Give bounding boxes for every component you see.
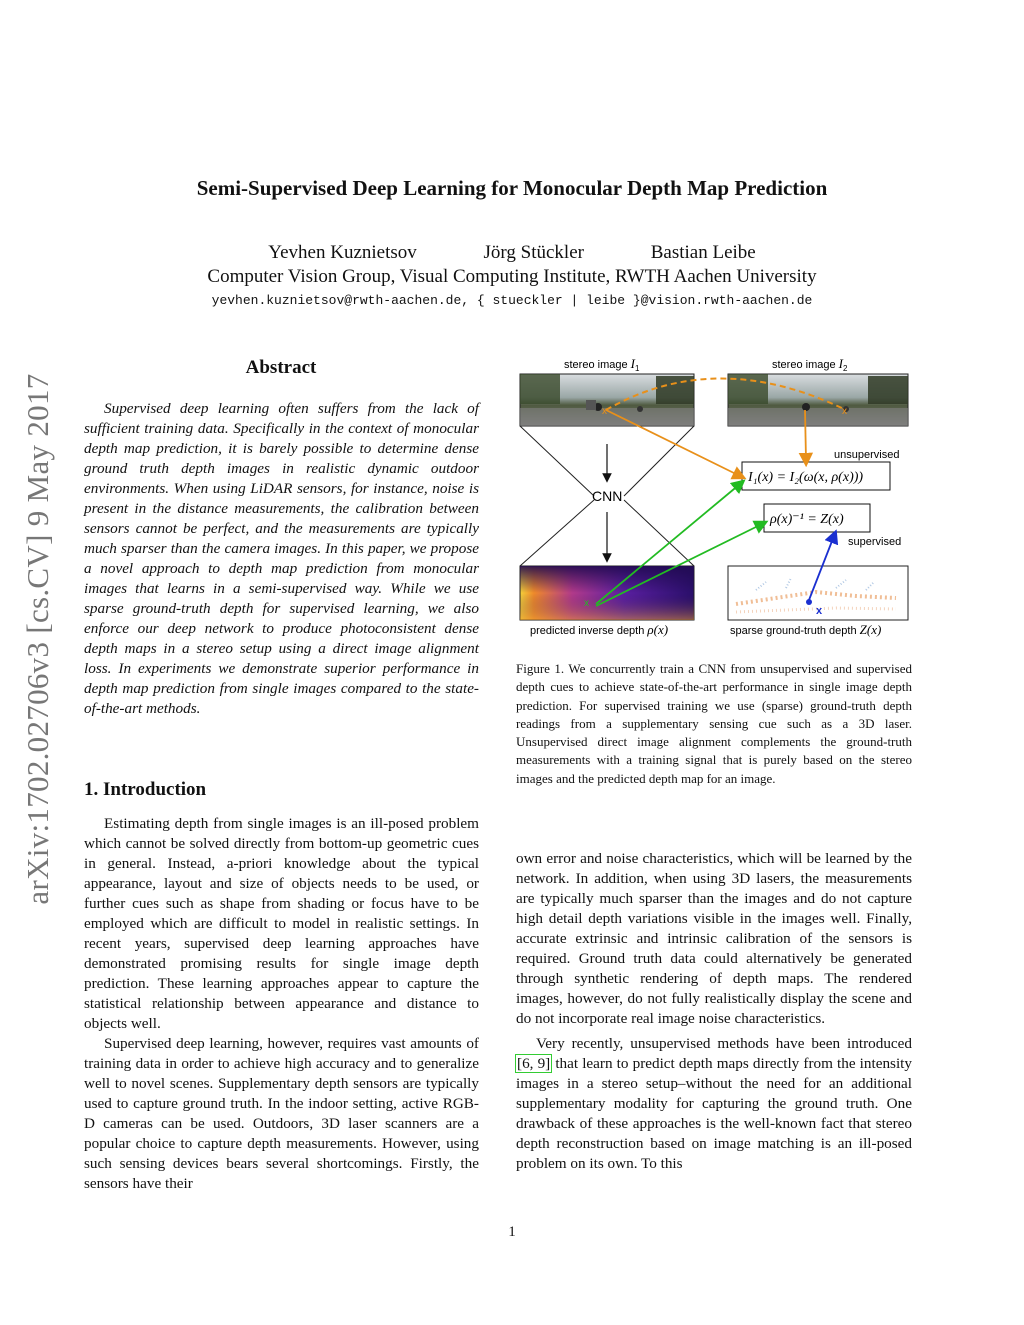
arxiv-sidebar: [18, 352, 58, 927]
abstract-heading: Abstract: [245, 357, 317, 378]
figure-1-diagram: [516, 352, 912, 642]
author-list: [0, 241, 1024, 265]
citation-group[interactable]: [6, 9]: [517, 1055, 551, 1072]
stereo-image-1: [520, 374, 694, 426]
arrow-image2-to-unsup: [805, 410, 806, 460]
point-marker-gt: x: [816, 605, 823, 617]
point-marker-image-2: x: [842, 406, 847, 417]
author-1: Yevhen Kuznietsov: [268, 242, 417, 263]
point-marker-image-1: x: [602, 406, 607, 417]
intro-paragraph-1: Estimating depth from single images is an ill-posed problem which cannot be solved directly from bottom-up geometric cues in general. Instead, a-priori knowledge about the typical appearance, layout and size of objects needs to be used, or further cues such as shape from shading or focus have to be employed which are difficult to model in realistic settings. In recent years, supervised deep learning approaches have demonstrated promising results for single image depth prediction. These learning approaches appear to capture the statistical relationship between appearance and distance to objects well.: [84, 815, 479, 1032]
unsupervised-equation: I₁(x) = I₂(ω(x, ρ(x))): [748, 470, 864, 485]
affiliation: Computer Vision Group, Visual Computing Institute, RWTH Aachen University: [207, 266, 817, 287]
predicted-depth-map: [520, 566, 694, 620]
figure-1: [516, 352, 912, 642]
intro-paragraph-3: own error and noise characteristics, which will be learned by the network. In addition, when using 3D lasers, the measurements are typically much sparser than the images and do not capture high detail depth variations visible in the images well. Finally, accurate extrinsic and intrinsic calibration of the sensors is required. Ground truth data could alternatively be generated through synthetic rendering of depth maps. The rendered images, however, do not fully realistically display the scene and do not incorporate real image noise characteristics.: [516, 850, 912, 1027]
author-3: Bastian Leibe: [650, 242, 756, 263]
introduction-left-column: [84, 814, 479, 1194]
abstract-body: Supervised deep learning often suffers from the lack of sufficient training data. Specifically in the context of monocular depth map prediction, it is barely possible to determine dense ground truth depth images in realistic dynamic outdoor environments. When using LiDAR sensors, for instance, noise is present in the distance measurements, the calibration between sensors cannot be perfect, and the measurements are typically much sparser than the camera images. In this paper, we propose a novel approach to depth map prediction from monocular images that learns in a semi-supervised way. While we use sparse ground-truth depth for supervised learning, we also enforce our deep network to produce photoconsistent dense depth maps in a stereo setup using a direct image alignment loss. In experiments we demonstrate superior performance in depth map prediction from single images compared to the state-of-the-art methods.: [84, 400, 479, 717]
cnn-label: CNN: [592, 488, 623, 504]
arxiv-identifier: arXiv:1702.02706v3 [cs.CV] 9 May 2017: [20, 373, 55, 905]
intro-paragraph-2: Supervised deep learning, however, requires vast amounts of training data in order to achieve high accuracy and to generalize well to novel scenes. Supplementary depth sensors are typically used to capture ground truth. In the indoor setting, active RGB-D cameras can be used. Outdoors, 3D laser scanners are a popular choice to capture depth measurements. However, using such sensing devices bears several shortcomings. Firstly, the sensors have their: [84, 1035, 479, 1192]
supervised-equation: ρ(x)⁻¹ = Z(x): [770, 512, 844, 527]
supervised-label: supervised: [848, 536, 902, 548]
unsupervised-label: unsupervised: [834, 449, 900, 461]
page-number: 1: [508, 1224, 516, 1240]
author-emails: yevhen.kuznietsov@rwth-aachen.de, { stueckler | leibe }@vision.rwth-aachen.de: [211, 293, 813, 308]
paper-title: Semi-Supervised Deep Learning for Monocular Depth Map Prediction: [196, 176, 828, 200]
author-2: Jörg Stückler: [483, 242, 584, 263]
stereo-image-2-label: stereo image $I_2$: [772, 356, 848, 373]
introduction-heading: 1. Introduction: [84, 779, 207, 800]
sparse-gt-label: sparse ground-truth depth Z(x): [730, 622, 882, 637]
stereo-image-1-label: stereo image $I_1$: [564, 356, 640, 373]
intro-paragraph-4: Very recently, unsupervised methods have been introduced [6, 9] that learn to predict depth maps directly from the intensity images in a stereo setup–without the need for an additional supplementary modality for capturing the ground truth. One drawback of these approaches is the well-known fact that stereo depth reconstruction based on image matching is an ill-posed problem on its own. To this: [516, 1035, 912, 1172]
predicted-depth-label: predicted inverse depth ρ(x): [530, 622, 669, 637]
point-marker-depth: x: [584, 598, 589, 609]
citation-link-6[interactable]: 6: [522, 1055, 530, 1072]
figure-1-caption: Figure 1. We concurrently train a CNN from unsupervised and supervised depth cues to achieve state-of-the-art performance in single image depth prediction. For supervised training we use (sparse) ground-truth depth readings from a supplementary sensing cue such as a 3D laser. Unsupervised direct image alignment complements the ground-truth measurements with a training signal that is purely based on the stereo images and the predicted depth map for an image.: [516, 661, 912, 786]
introduction-right-column: [516, 849, 912, 1174]
citation-link-9[interactable]: 9: [537, 1055, 546, 1072]
